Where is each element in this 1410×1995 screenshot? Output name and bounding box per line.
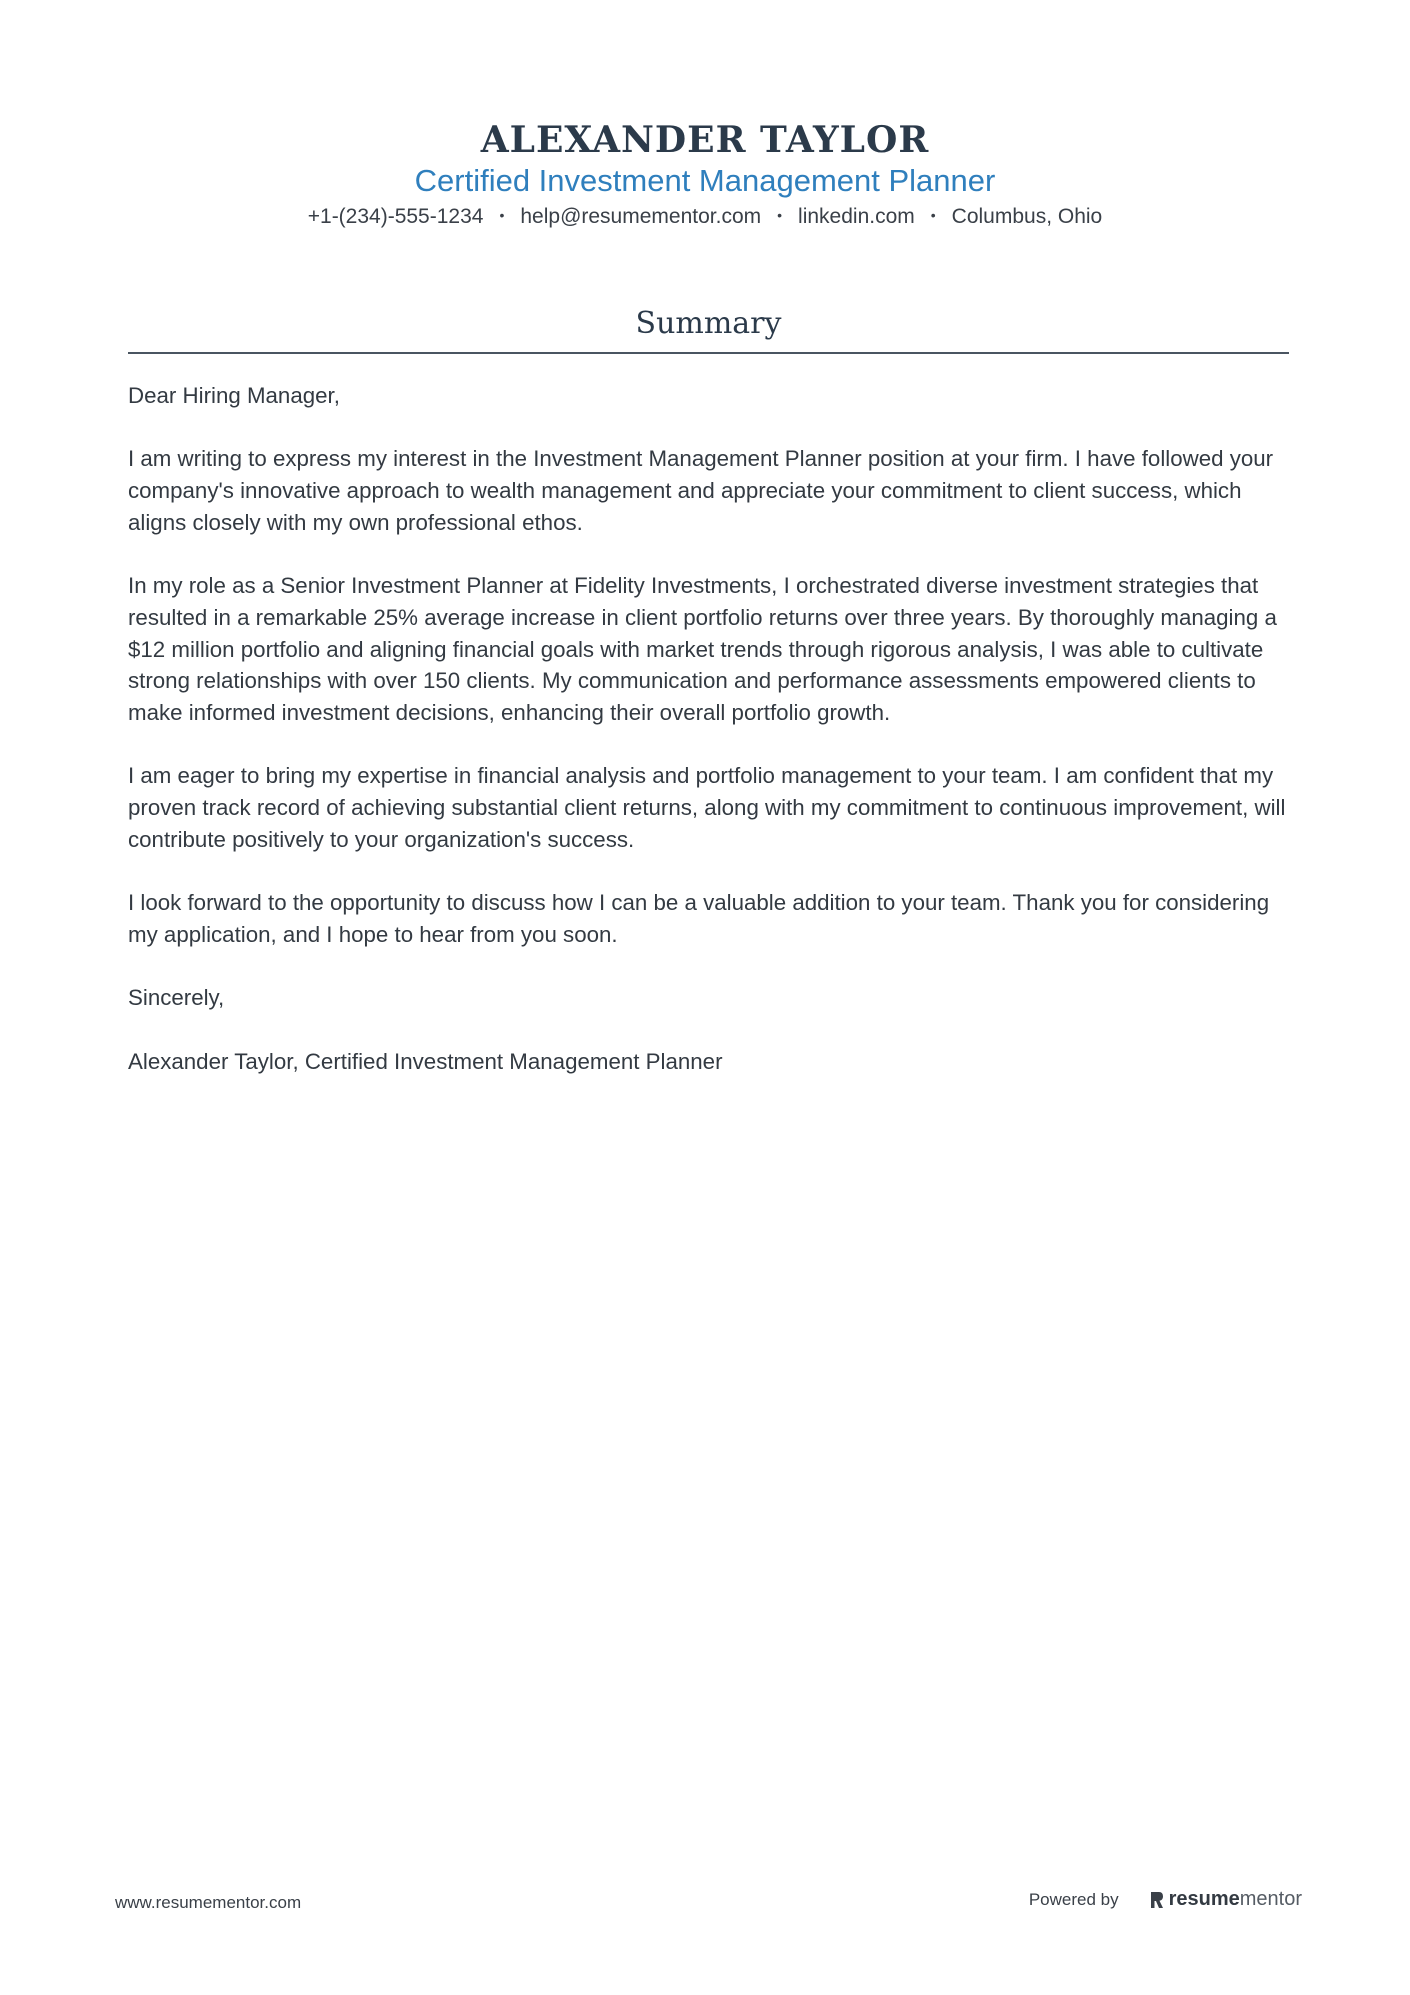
brand-text-resume: resume: [1168, 1888, 1240, 1910]
section-divider: [128, 352, 1289, 354]
contact-line: [0, 202, 1410, 232]
contact-separator: •: [777, 207, 783, 224]
contact-linkedin: linkedin.com: [798, 205, 915, 228]
footer-website: www.resumementor.com: [115, 1893, 302, 1912]
letter-closing: Sincerely,: [128, 985, 225, 1011]
contact-separator: •: [930, 207, 936, 224]
letter-paragraph: In my role as a Senior Investment Planner at Fidelity Investments, I orchestrated diverse investment strategies that resulted in a remarkable 25% average increase in client portfolio returns over three years. By thoroughly managing a $12 million portfolio and aligning financial goals with market trends through rigorous analysis, I was able to cultivate strong relationships with over 150 clients. My communication and performance assessments empowered clients to make informed investment decisions, enhancing their overall portfolio growth.: [128, 573, 1277, 725]
contact-email: help@resumementor.com: [520, 205, 762, 228]
brand-text-mentor: mentor: [1239, 1888, 1302, 1910]
candidate-role: Certified Investment Management Planner: [414, 163, 996, 198]
footer-branding: [1029, 1888, 1302, 1911]
contact-location: Columbus, Ohio: [951, 205, 1103, 228]
letter-paragraph: I look forward to the opportunity to discuss how I can be a valuable addition to your team. Thank you for considering my application, and I hope to hear from you soon.: [128, 890, 1270, 947]
contact-separator: •: [499, 207, 505, 224]
candidate-name: ALEXANDER TAYLOR: [480, 119, 930, 161]
letter-signature: Alexander Taylor, Certified Investment Management Planner: [128, 1048, 723, 1074]
brand-logo: [1149, 1888, 1302, 1911]
contact-phone: +1-(234)-555-1234: [307, 205, 484, 228]
letter-greeting: Dear Hiring Manager,: [128, 383, 340, 408]
letter-paragraph: I am writing to express my interest in the Investment Management Planner position at your firm. I have followed your company's innovative approach to wealth management and appreciate your commitment to client success, which aligns closely with my own professional ethos.: [128, 446, 1274, 535]
powered-by-label: Powered by: [1028, 1889, 1119, 1909]
section-title: Summary: [635, 306, 782, 341]
letter-body: [128, 380, 1293, 1109]
resumementor-logo-icon: [1149, 1890, 1165, 1910]
letter-paragraph: I am eager to bring my expertise in financial analysis and portfolio management to your team. I am confident that my proven track record of achieving substantial client returns, along with my commitment to continuous improvement, will contribute positively to your organization's success.: [128, 763, 1286, 852]
resume-header: [0, 118, 1410, 232]
